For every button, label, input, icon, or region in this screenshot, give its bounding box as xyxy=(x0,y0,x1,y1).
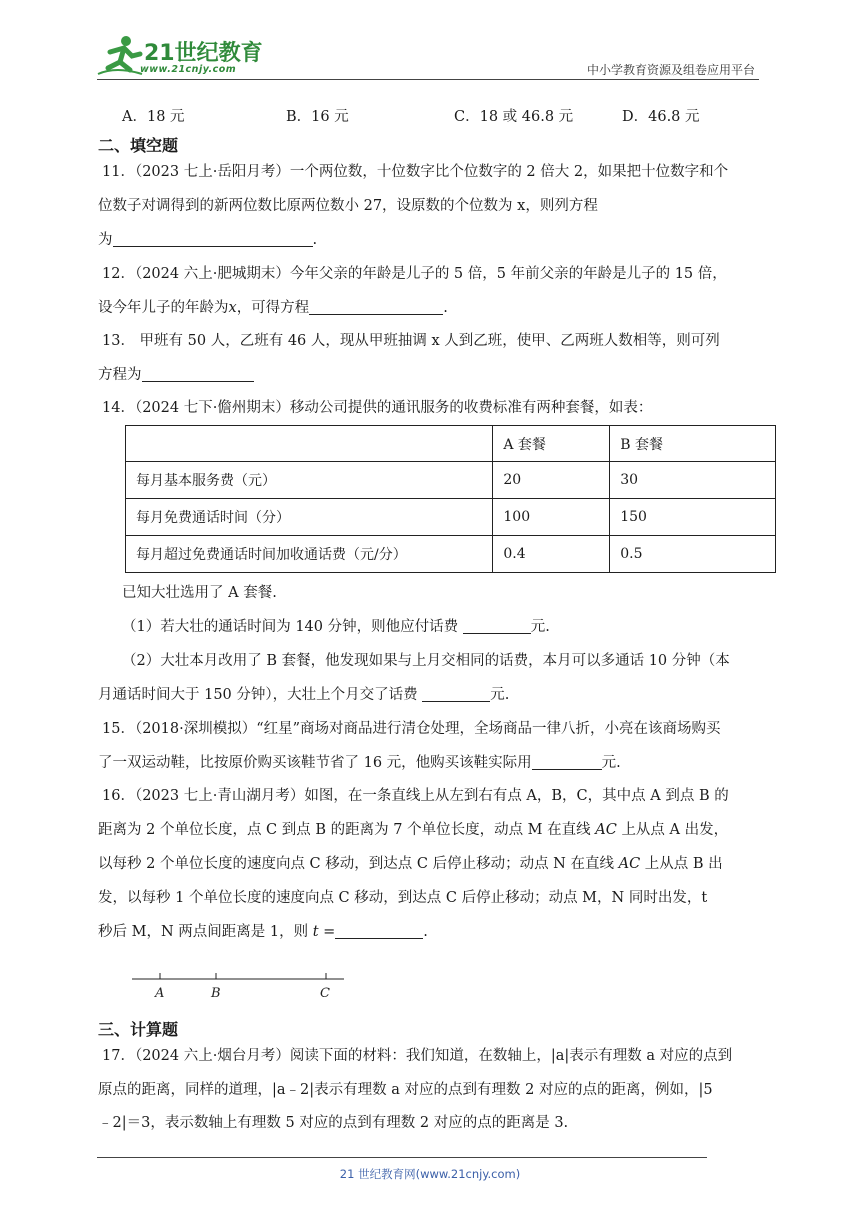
q10-option-b: B．16 元 xyxy=(286,109,349,125)
q16-line4: 发，以每秒 1 个单位长度的速度向点 C 移动，到达点 C 后停止移动；动点 M，N 同时出发，t xyxy=(98,890,708,906)
q11-line1: 11．（2023 七上·岳阳月考）一个两位数，十位数字比个位数字的 2 倍大 2，如果把十位数字和个 xyxy=(102,164,729,180)
table-cell: B 套餐 xyxy=(610,426,776,462)
q14-sub2-text: 月通话时间大于 150 分钟），大壮上个月交了话费 xyxy=(98,687,418,703)
point-label-c: C xyxy=(320,986,330,1001)
q14-sub1-text: （1）若大壮的通话时间为 140 分钟，则他应付话费 xyxy=(122,619,459,635)
table-cell: 0.5 xyxy=(610,536,776,573)
q14-sub1-blank[interactable] xyxy=(463,617,531,634)
q12-text-a: 设今年儿子的年龄为 xyxy=(98,300,229,316)
table-row xyxy=(126,462,776,499)
q12-answer-blank[interactable] xyxy=(309,298,443,315)
table-cell: 30 xyxy=(610,462,776,499)
q14-sub2-line1: （2）大壮本月改用了 B 套餐，他发现如果与上月交相同的话费，本月可以多通话 10 分钟（本 xyxy=(122,653,730,669)
header-divider xyxy=(97,79,759,80)
q11-answer-blank[interactable] xyxy=(113,230,313,247)
q17-line2: 原点的距离，同样的道理，|a﹣2|表示有理数 a 对应的点到有理数 2 对应的点的距离，例如，|5 xyxy=(98,1082,713,1098)
table-cell xyxy=(126,426,493,462)
table-row xyxy=(126,536,776,573)
point-label-a: A xyxy=(155,986,165,1001)
q17-line3: ﹣2|＝3，表示数轴上有理数 5 对应的点到有理数 2 对应的点的距离是 3. xyxy=(98,1115,569,1131)
fee-table xyxy=(125,425,776,573)
table-cell: 150 xyxy=(610,499,776,536)
logo-site: www.21cnjy.com xyxy=(140,64,237,75)
q12-text-b: ，可得方程 xyxy=(236,300,310,316)
q16-line-ac-2: AC xyxy=(618,856,641,872)
q11-line3 xyxy=(98,230,317,250)
logo-brand: 21世纪教育 xyxy=(144,41,263,66)
q16-line1: 16．（2023 七上·青山湖月考）如图，在一条直线上从左到右有点 A，B，C，其中点 A 到点 B 的 xyxy=(102,788,729,804)
q16-var-t: t xyxy=(312,924,319,940)
q10-option-a: A．18 元 xyxy=(122,109,185,125)
q16-line-ac: AC xyxy=(595,822,617,838)
q14-sub1 xyxy=(122,617,550,637)
footer-divider xyxy=(97,1157,707,1158)
q16-text-a: 距离为 2 个单位长度，点 C 到点 B 的距离为 7 个单位长度，动点 M 在直线 xyxy=(98,822,591,838)
q13-prefix: 方程为 xyxy=(98,367,142,383)
q14-sub1-suffix: 元. xyxy=(530,619,550,635)
q16-text-d: 上从点 B 出 xyxy=(644,856,723,872)
q14-line1: 14．（2024 七下·儋州期末）移动公司提供的通讯服务的收费标准有两种套餐，如表： xyxy=(102,400,653,416)
q13-line1: 13． 甲班有 50 人，乙班有 46 人，现从甲班抽调 x 人到乙班，使甲、乙两班人数相等，则可列 xyxy=(102,333,720,349)
q16-text-c: 以每秒 2 个单位长度的速度向点 C 移动，到达点 C 后停止移动；动点 N 在直线 xyxy=(98,856,614,872)
q12-line1: 12．（2024 六上·肥城期末）今年父亲的年龄是儿子的 5 倍，5 年前父亲的年龄是儿子的 15 倍， xyxy=(102,266,727,282)
table-cell: 0.4 xyxy=(493,536,610,573)
q12-suffix: . xyxy=(443,300,448,316)
header-platform-text: 中小学教育资源及组卷应用平台 xyxy=(586,63,755,77)
q13-line2 xyxy=(98,365,254,385)
q15-line1: 15．（2018·深圳模拟）“红星”商场对商品进行清仓处理，全场商品一律八折，小亮在该商场购买 xyxy=(102,721,721,737)
q16-line2 xyxy=(98,820,728,840)
q12-line2 xyxy=(98,298,448,318)
q15-text: 了一双运动鞋，比按原价购买该鞋节省了 16 元，他购买该鞋实际用 xyxy=(98,755,532,771)
table-cell: 20 xyxy=(493,462,610,499)
q15-line2 xyxy=(98,753,621,773)
table-cell: 每月免费通话时间（分） xyxy=(126,499,493,536)
q11-suffix: . xyxy=(312,232,318,248)
q14-sub2-suffix: 元. xyxy=(490,687,510,703)
q16-answer-blank[interactable] xyxy=(335,922,423,939)
q14-sub2-blank[interactable] xyxy=(422,685,490,702)
table-cell: 每月超过免费通话时间加收通话费（元/分） xyxy=(126,536,493,573)
q10-option-c: C．18 或 46.8 元 xyxy=(454,109,574,125)
table-cell: 每月基本服务费（元） xyxy=(126,462,493,499)
q13-answer-blank[interactable] xyxy=(142,365,254,382)
table-cell: A 套餐 xyxy=(493,426,610,462)
q16-suffix: . xyxy=(423,924,428,940)
q10-option-d: D．46.8 元 xyxy=(622,109,700,125)
table-header-row xyxy=(126,426,776,462)
table-cell: 100 xyxy=(493,499,610,536)
number-line-figure xyxy=(130,968,350,1008)
q15-suffix: 元. xyxy=(601,755,621,771)
q12-variable: x xyxy=(228,300,237,316)
q16-line3 xyxy=(98,854,723,874)
q16-equals: = xyxy=(323,924,336,940)
q11-line2: 位数子对调得到的新两位数比原两位数小 27，设原数的个位数为 x，则列方程 xyxy=(98,198,598,214)
q16-line5 xyxy=(98,922,428,942)
q11-prefix: 为 xyxy=(98,232,113,248)
q16-text-e: 秒后 M，N 两点间距离是 1，则 xyxy=(98,924,309,940)
footer-text: 21 世纪教育网(www.21cnjy.com) xyxy=(339,1167,521,1181)
point-label-b: B xyxy=(211,986,221,1001)
q17-line1: 17．（2024 六上·烟台月考）阅读下面的材料：我们知道，在数轴上，|a|表示有理数 a 对应的点到 xyxy=(102,1048,733,1064)
section-calc-title: 三、计算题 xyxy=(98,1020,179,1039)
q14-sub2-line2 xyxy=(98,685,509,705)
q16-text-b: 上从点 A 出发， xyxy=(621,822,729,838)
q15-answer-blank[interactable] xyxy=(532,753,602,770)
runner-logo-icon xyxy=(96,34,144,78)
q14-after-table: 已知大壮选用了 A 套餐. xyxy=(122,585,277,601)
logo xyxy=(96,34,266,82)
table-row xyxy=(126,499,776,536)
section-fill-in-title: 二、填空题 xyxy=(98,136,179,155)
